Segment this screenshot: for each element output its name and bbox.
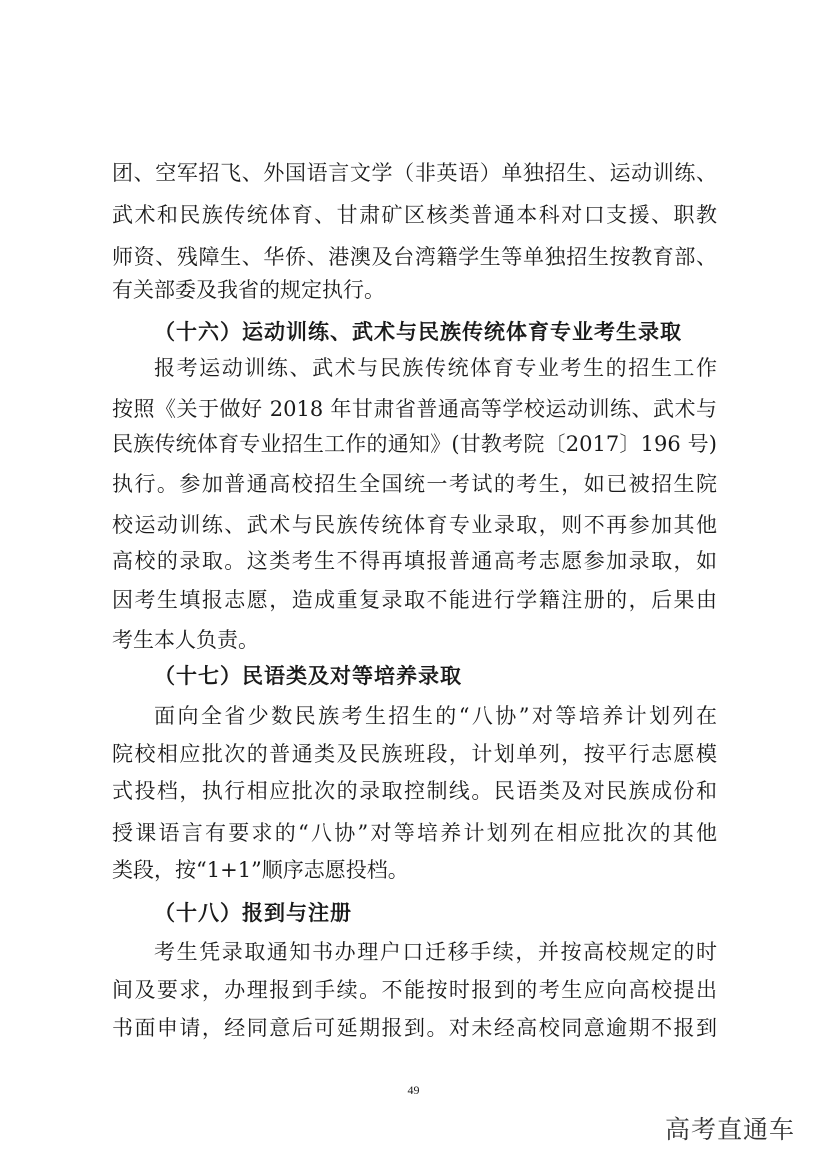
paragraph-line: 团、空军招飞、外国语言文学（非英语）单独招生、运动训练、 <box>112 161 717 185</box>
paragraph-line: 按照《关于做好 2018 年甘肃省普通高等学校运动训练、武术与 <box>112 397 717 421</box>
paragraph-line: 武术和民族传统体育、甘肃矿区核类普通本科对口支援、职教 <box>112 203 717 227</box>
paragraph-line: 考生凭录取通知书办理户口迁移手续，并按高校规定的时 <box>154 940 717 964</box>
paragraph-line: 有关部委及我省的规定执行。 <box>112 278 385 302</box>
paragraph-line: 间及要求，办理报到手续。不能按时报到的考生应向高校提出 <box>112 978 717 1002</box>
paragraph-line: 院校相应批次的普通类及民族班段，计划单列，按平行志愿模 <box>112 742 717 766</box>
paragraph-line: 校运动训练、武术与民族传统体育专业录取，则不再参加其他 <box>112 513 717 537</box>
section-heading-18: （十八）报到与注册 <box>154 900 352 925</box>
paragraph-line: 式投档，执行相应批次的录取控制线。民语类及对民族成份和 <box>112 779 717 803</box>
paragraph-line: 高校的录取。这类考生不得再填报普通高考志愿参加录取，如 <box>112 549 717 573</box>
paragraph-line: 师资、残障生、华侨、港澳及台湾籍学生等单独招生按教育部、 <box>112 245 717 269</box>
paragraph-line: 类段，按“1+1”顺序志愿投档。 <box>112 858 409 882</box>
paragraph-line: 授课语言有要求的“八协”对等培养计划列在相应批次的其他 <box>112 821 717 845</box>
paragraph-line: 考生本人负责。 <box>112 628 259 652</box>
section-heading-16: （十六）运动训练、武术与民族传统体育专业考生录取 <box>154 319 682 344</box>
paragraph-line: 因考生填报志愿，造成重复录取不能进行学籍注册的，后果由 <box>112 588 717 612</box>
paragraph-line: 执行。参加普通高校招生全国统一考试的考生，如已被招生院 <box>112 472 717 496</box>
paragraph-line: 报考运动训练、武术与民族传统体育专业考生的招生工作 <box>154 356 717 380</box>
section-heading-17: （十七）民语类及对等培养录取 <box>154 663 462 688</box>
watermark-label: 高考直通车 <box>661 1110 799 1150</box>
paragraph-line: 书面申请，经同意后可延期报到。对未经高校同意逾期不报到 <box>112 1016 717 1040</box>
paragraph-line: 面向全省少数民族考生招生的“八协”对等培养计划列在 <box>154 704 717 728</box>
page-number: 49 <box>407 1083 420 1097</box>
paragraph-line: 民族传统体育专业招生工作的通知》(甘教考院〔2017〕196 号) <box>112 432 717 456</box>
